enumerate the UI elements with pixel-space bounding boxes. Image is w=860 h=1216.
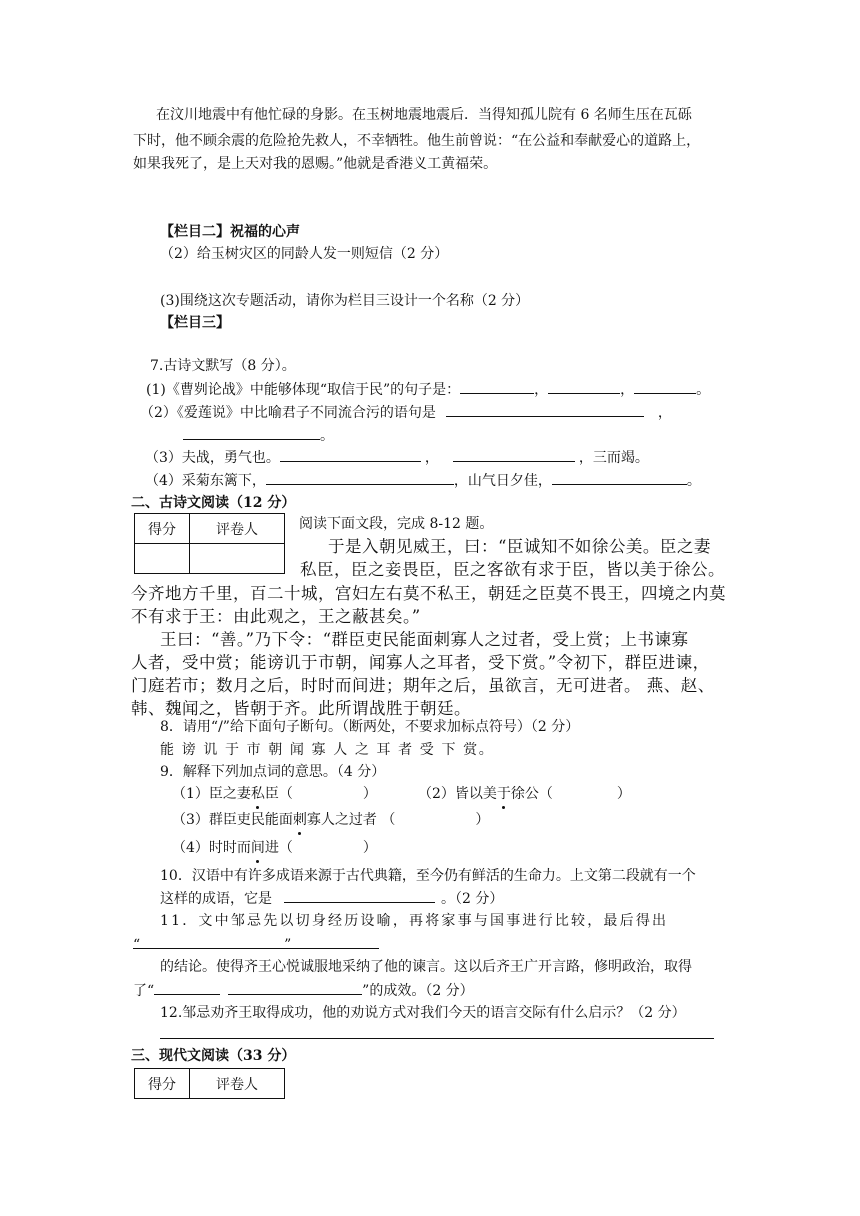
classical-text-line: 私臣，臣之妾畏臣，臣之客欲有求于臣，皆以美于徐公。: [300, 560, 725, 579]
classical-text-line: 王曰：“善。”乃下令：“群臣吏民能面刺寡人之过者，受上赏；上书谏寡: [160, 630, 689, 649]
answer-blank[interactable]: [154, 980, 220, 995]
answer-blank[interactable]: [284, 888, 435, 903]
section2-heading: 二、古诗文阅读（12 分）: [131, 495, 296, 511]
dotted-word: 间: [250, 840, 265, 856]
column3-question: (3)围绕这次专题活动，请你为栏目三设计一个名称（2 分）: [160, 293, 530, 309]
answer-blank[interactable]: [460, 379, 534, 394]
column3-title: 【栏目三】: [160, 315, 230, 331]
answer-blank[interactable]: [140, 934, 284, 949]
answer-blank[interactable]: [183, 425, 320, 440]
score-cell[interactable]: [135, 544, 190, 574]
q11-line-3: 的结论。使得齐王心悦诚服地采纳了他的谏言。这以后齐王广开言路，修明政治，取得: [160, 959, 692, 975]
answer-blank[interactable]: [280, 447, 421, 462]
dotted-word: 刺: [292, 812, 307, 828]
intro-line-1: 在汶川地震中有他忙碌的身影。在玉树地震地震后．当得知孤儿院有 6 名师生压在瓦砾: [156, 107, 692, 123]
section3-heading: 三、现代文阅读（33 分）: [131, 1048, 296, 1064]
q8-sentence: 能 谤 讥 于 市 朝 闻 寡 人 之 耳 者 受 下 赏。: [160, 742, 495, 758]
answer-blank[interactable]: [266, 470, 454, 485]
q7-part-2: （2）《爱莲说》中比喻君子不同流合污的语句是 ，: [140, 402, 672, 423]
answer-blank[interactable]: [634, 379, 696, 394]
q10-line-1: 10．汉语中有许多成语来源于古代典籍，至今仍有鲜活的生命力。上文第二段就有一个: [160, 868, 696, 884]
grader-label: 评卷人: [190, 514, 285, 544]
grader-label: 评卷人: [190, 1069, 285, 1099]
q11-line-2: “ ”: [133, 934, 291, 955]
answer-blank[interactable]: [453, 447, 575, 462]
q7-part-2-cont: 。: [183, 425, 334, 446]
q12-answer-line[interactable]: [160, 1038, 714, 1039]
q7-part-4: （4）采菊东篱下， ，山气日夕佳， 。: [145, 470, 701, 491]
score-label: 得分: [135, 514, 190, 544]
answer-blank[interactable]: [228, 980, 362, 995]
q10-line-2: 这样的成语，它是 。（2 分）: [160, 888, 503, 909]
column2-title: 【栏目二】祝福的心声: [160, 224, 300, 240]
score-label: 得分: [135, 1069, 190, 1099]
dotted-word: 于: [496, 786, 511, 802]
reading-instruction: 阅读下面文段，完成 8-12 题。: [299, 516, 494, 532]
q11-line-1: 11．文中邹忌先以切身经历设喻，再将家事与国事进行比较，最后得出: [160, 913, 669, 929]
classical-text-line: 门庭若市；数月之后，时时而间进；期年之后，虽欲言，无可进者。 燕、赵、: [131, 676, 715, 695]
q11-underline: [133, 948, 379, 949]
answer-blank[interactable]: [548, 379, 620, 394]
intro-line-2: 下时，他不顾余震的危险抢先救人，不幸牺牲。他生前曾说：“在公益和奉献爱心的道路上，: [133, 133, 701, 149]
dotted-word: 私: [250, 786, 265, 802]
answer-blank[interactable]: [552, 470, 687, 485]
classical-text-line: 人者，受中赏；能谤讥于市朝，闻寡人之耳者，受下赏。”令初下，群臣进谏，: [131, 653, 710, 672]
q9-item-4: （4）时时而间进（ ）: [172, 840, 377, 856]
grader-cell[interactable]: [190, 544, 285, 574]
q9-item-1: （1）臣之妻私臣（ ）: [172, 786, 377, 802]
q9-item-3: （3）群臣吏民能面刺寡人之过者 （ ）: [172, 812, 490, 828]
q7-part-1: (1)《曹刿论战》中能够体现“取信于民”的句子是： ， ， 。: [146, 379, 710, 400]
q7-title: 7.古诗文默写（8 分）。: [150, 358, 296, 374]
classical-text-line: 韩、魏闻之，皆朝于齐。此所谓战胜于朝廷。: [131, 699, 471, 718]
answer-blank[interactable]: [446, 402, 644, 417]
q8-title: 8．请用“/”给下面句子断句。（断两处，不要求加标点符号）（2 分）: [160, 719, 580, 735]
column2-question: （2）给玉树灾区的同龄人发一则短信（2 分）: [160, 246, 449, 262]
intro-line-3: 如果我死了，是上天对我的恩赐。”他就是香港义工黄福荣。: [133, 156, 498, 172]
classical-text-line: 于是入朝见威王，曰：“臣诚知不如徐公美。臣之妻: [328, 537, 711, 556]
q9-title: 9．解释下列加点词的意思。（4 分）: [160, 764, 386, 780]
q11-line-4: 了“ ”的成效。（2 分）: [133, 980, 474, 1001]
score-table: [134, 513, 285, 574]
score-table: [134, 1068, 285, 1099]
q9-item-2: （2）皆以美于徐公（ ）: [418, 786, 631, 802]
q12-line-1: 12.邹忌劝齐王取得成功，他的劝说方式对我们今天的语言交际有什么启示？（2 分）: [160, 1005, 686, 1021]
classical-text-line: 不有求于王：由此观之，王之蔽甚矣。”: [131, 607, 421, 626]
q7-part-3: （3）夫战，勇气也。 ， ，三而竭。: [145, 447, 649, 468]
classical-text-line: 今齐地方千里，百二十城，宫妇左右莫不私王，朝廷之臣莫不畏王，四境之内莫: [131, 584, 726, 603]
